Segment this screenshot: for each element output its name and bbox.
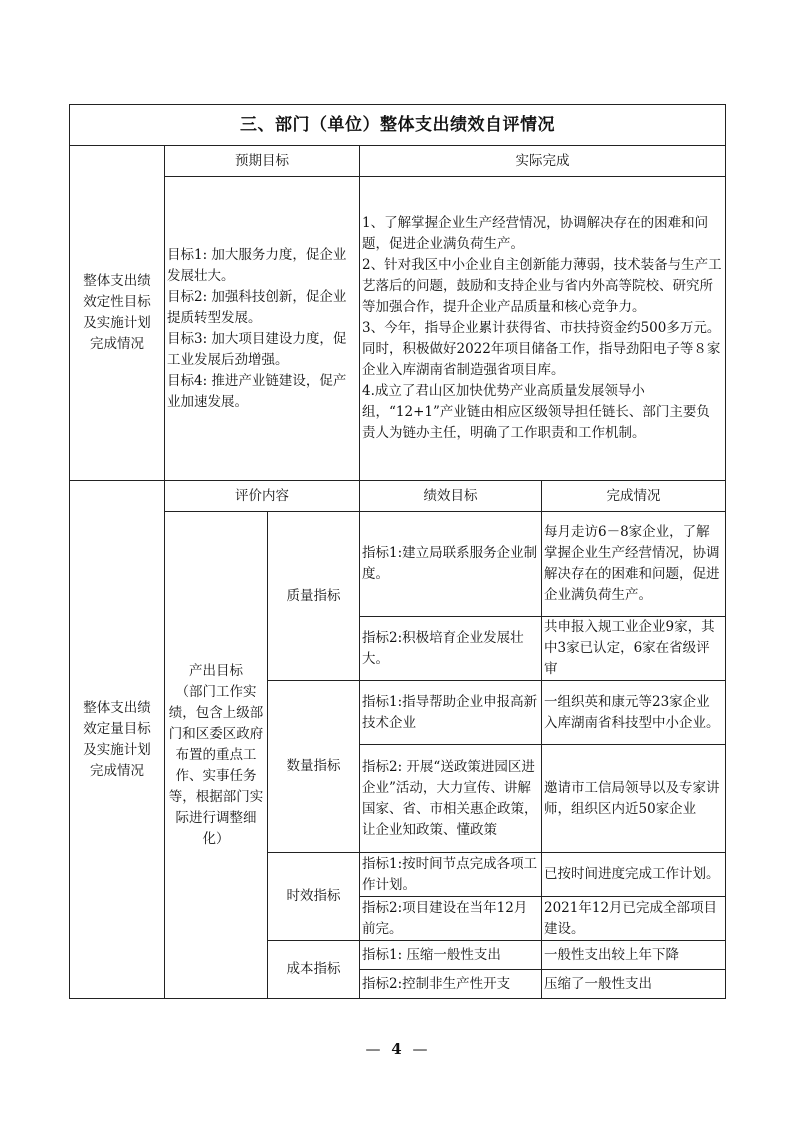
cost-indicator-label: 成本指标 <box>268 941 360 999</box>
footer-dash-right: — <box>412 1040 428 1058</box>
qualitative-row-label: 整体支出绩效定性目标及实施计划完成情况 <box>70 146 165 481</box>
performance-table <box>69 104 726 999</box>
cost-target-2: 指标2:控制非生产性开支 <box>360 970 542 999</box>
header-status: 完成情况 <box>542 481 726 512</box>
quantitative-row-label: 整体支出绩效定量目标及实施计划完成情况 <box>70 481 165 999</box>
quantity-target-2: 指标2: 开展“送政策进园区进企业”活动，大力宣传、讲解国家、省、市相关惠企政策，让企业知政策、懂政策 <box>360 745 542 853</box>
expected-goals-text: 目标1: 加大服务力度，促企业发展壮大。 目标2: 加强科技创新，促企业提质转型发展。 目标3: 加大项目建设力度，促工业发展后劲增强。 目标4: 推进产业链建设，促产业加速发展。 <box>165 177 360 481</box>
section-title: 三、部门（单位）整体支出绩效自评情况 <box>70 105 726 146</box>
cost-status-2: 压缩了一般性支出 <box>542 970 726 999</box>
cost-target-1: 指标1: 压缩一般性支出 <box>360 941 542 970</box>
timeliness-status-2: 2021年12月已完成全部项目建设。 <box>542 897 726 941</box>
page-footer <box>0 1040 793 1058</box>
quantity-target-1: 指标1:指导帮助企业申报高新技术企业 <box>360 681 542 745</box>
actual-completion-text: 1、了解掌握企业生产经营情况，协调解决存在的困难和问题，促进企业满负荷生产。 2、针对我区中小企业自主创新能力薄弱，技术装备与生产工艺落后的问题，鼓励和支持企业与省内外高等院校、研究所等加强合作，提升企业产品质量和核心竞争力。 3、今年，指导企业累计获得省、市扶持资金约500多万元。同时，积极做好2022年项目储备工作，指导劲阳电子等８家企业入库湖南省制造强省项目库。 4.成立了君山区加快优势产业高质量发展领导小组，“12+1”产业链由相应区级领导担任链长、部门主要负责人为链办主任，明确了工作职责和工作机制。 <box>360 177 726 481</box>
timeliness-status-1: 已按时间进度完成工作计划。 <box>542 853 726 897</box>
header-actual: 实际完成 <box>360 146 726 177</box>
timeliness-target-1: 指标1:按时间节点完成各项工作计划。 <box>360 853 542 897</box>
quality-target-1: 指标1:建立局联系服务企业制度。 <box>360 512 542 617</box>
output-goal-label: 产出目标 （部门工作实绩，包含上级部门和区委区政府布置的重点工作、实事任务等，根据部门实际进行调整细化） <box>165 512 268 999</box>
header-content: 评价内容 <box>165 481 360 512</box>
quantity-status-1: 一组织英和康元等23家企业入库湖南省科技型中小企业。 <box>542 681 726 745</box>
cost-status-1: 一般性支出较上年下降 <box>542 941 726 970</box>
footer-dash-left: — <box>365 1040 381 1058</box>
quality-status-1: 每月走访6－8家企业，了解掌握企业生产经营情况，协调解决存在的困难和问题，促进企业满负荷生产。 <box>542 512 726 617</box>
quality-indicator-label: 质量指标 <box>268 512 360 681</box>
quantity-status-2: 邀请市工信局领导以及专家讲师，组织区内近50家企业 <box>542 745 726 853</box>
quality-target-2: 指标2:积极培育企业发展壮大。 <box>360 617 542 681</box>
header-target: 绩效目标 <box>360 481 542 512</box>
page-number: 4 <box>391 1040 402 1058</box>
header-expected: 预期目标 <box>165 146 360 177</box>
quantity-indicator-label: 数量指标 <box>268 681 360 853</box>
timeliness-target-2: 指标2:项目建设在当年12月前完。 <box>360 897 542 941</box>
quality-status-2: 共申报入规工业企业9家，其中3家已认定，6家在省级评审 <box>542 617 726 681</box>
document-page <box>69 104 725 999</box>
timeliness-indicator-label: 时效指标 <box>268 853 360 941</box>
